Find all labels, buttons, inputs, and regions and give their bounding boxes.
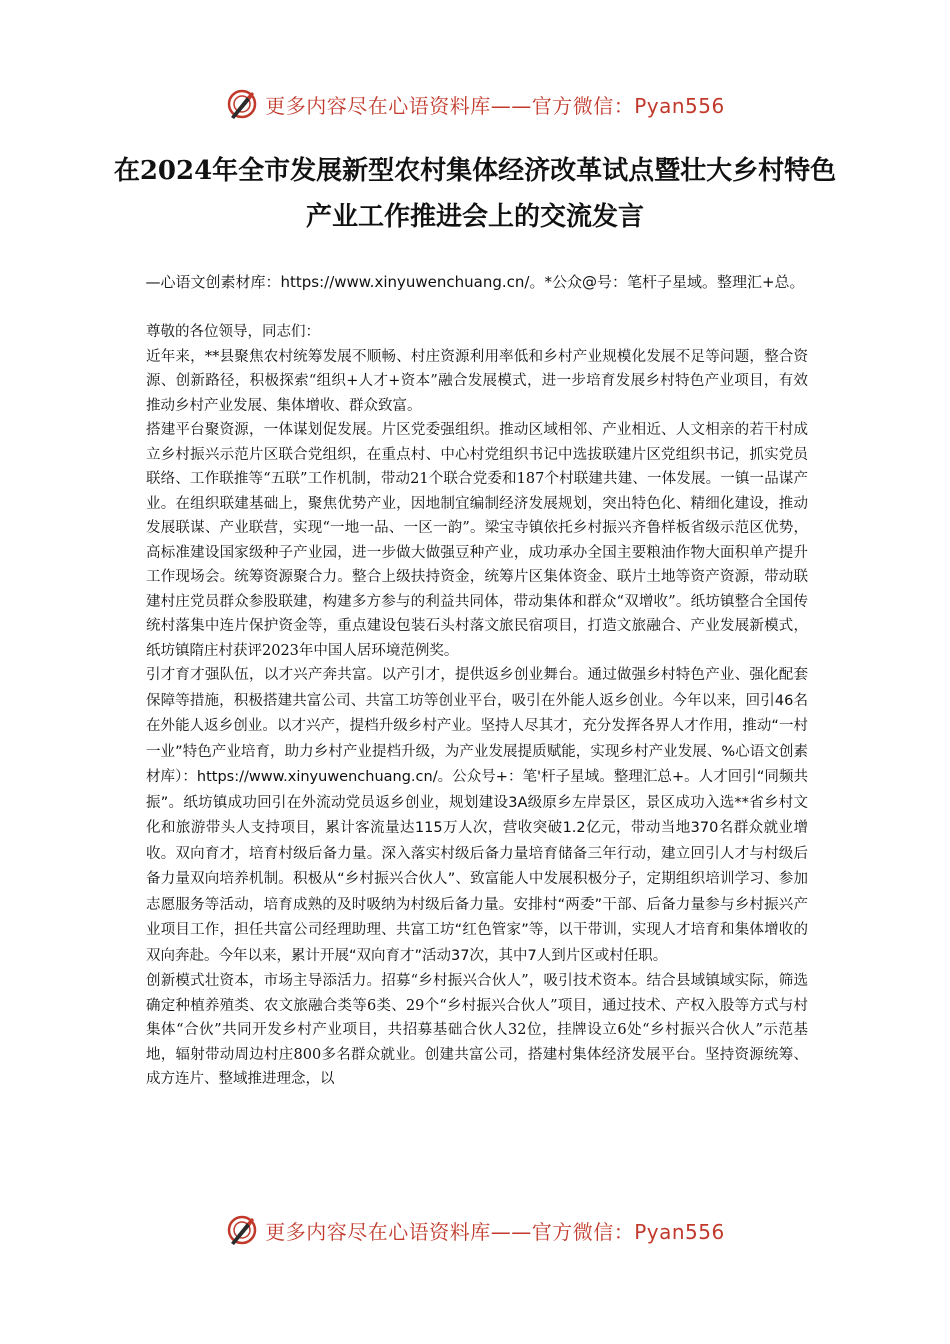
page-title: 在2024年全市发展新型农村集体经济改革试点暨壮大乡村特色产业工作推进会上的交流发言 — [113, 156, 837, 232]
source-line: —心语文创素材库：https://www.xinyuwenchuang.cn/。*公众@号：笔杆子星域。整理汇+总。 — [145, 273, 805, 291]
section-3-paragraph: 创新模式壮资本，市场主导添活力。招募“乡村振兴合伙人”，吸引技术资本。结合县域镇域实际，筛选确定种植养殖类、农文旅融合类等6类、29个“乡村振兴合伙人”项目，通过技术、产权入股等方式与村集体“合伙”共同开发乡村产业项目，共招募基础合伙人32位，挂牌设立6处“乡村振兴合伙人”示范基地，辐射带动周边村庄800多名群众就业。创建共富公司，搭建村集体经济发展平台。坚持资源统筹、成方连片、整域推进理念，以 — [146, 973, 808, 1087]
intro-paragraph: 近年来，**县聚焦农村统筹发展不顺畅、村庄资源利用率低和乡村产业规模化发展不足等问题，整合资源、创新路径，积极探索“组织+人才+资本”融合发展模式，进一步培育发展乡村特色产业项目，有效推动乡村产业发展、集体增收、群众致富。 — [146, 348, 808, 414]
banner-text: 更多内容尽在心语资料库——官方微信：Pyan556 — [265, 93, 725, 118]
banner-text: 更多内容尽在心语资料库——官方微信：Pyan556 — [265, 1219, 725, 1244]
section-2-paragraph: 引才育才强队伍，以才兴产奔共富。以产引才，提供返乡创业舞台。通过做强乡村特色产业、强化配套保障等措施，积极搭建共富公司、共富工坊等创业平台，吸引在外能人返乡创业。今年以来，回引46名在外能人返乡创业。以才兴产，提档升级乡村产业。坚持人尽其才，充分发挥各界人才作用，推动“一村一业”特色产业培育，助力乡村产业提档升级，为产业发展提质赋能，实现乡村产业发展、%心语文创素材库）：https://www.xinyuwenchuang.cn/。公众号+：笔'杆子星域。整理汇总+。人才回引“同频共振”。纸坊镇成功回引在外流动党员返乡创业，规划建设3A级原乡左岸景区，景区成功入选**省乡村文化和旅游带头人支持项目，累计客流量达115万人次，营收突破1.2亿元，带动当地370名群众就业增收。双向育才，培育村级后备力量。深入落实村级后备力量培育储备三年行动，建立回引人才与村级后备力量双向培养机制。积极从“乡村振兴合伙人”、致富能人中发展积极分子，定期组织培训学习、参加志愿服务等活动，培育成熟的及时吸纳为村级后备力量。安排村“两委”干部、后备力量参与乡村振兴产业项目工作，担任共富公司经理助理、共富工坊“红色管家”等，以干带训，实现人才培育和集体增收的双向奔赴。今年以来，累计开展“双向育才”活动37次，其中7人到片区或村任职。 — [146, 667, 808, 964]
footer-banner — [0, 1210, 950, 1250]
document-body — [146, 320, 808, 1092]
stamp-logo-icon — [225, 1213, 259, 1247]
greeting-paragraph: 尊敬的各位领导，同志们： — [146, 324, 320, 340]
header-banner — [0, 84, 950, 124]
section-1-paragraph: 搭建平台聚资源，一体谋划促发展。片区党委强组织。推动区域相邻、产业相近、人文相亲的若干村成立乡村振兴示范片区联合党组织，在重点村、中心村党组织书记中选拔联建片区党组织书记，抓实党员联络、工作联推等“五联”工作机制，带动21个联合党委和187个村联建共建、一体发展。一镇一品谋产业。在组织联建基础上，聚焦优势产业，因地制宜编制经济发展规划，突出特色化、精细化建设，推动发展联谋、产业联营，实现“一地一品、一区一韵”。梁宝寺镇依托乡村振兴齐鲁样板省级示范区优势，高标准建设国家级种子产业园，进一步做大做强豆种产业，成功承办全国主要粮油作物大面积单产提升工作现场会。统筹资源聚合力。整合上级扶持资金，统筹片区集体资金、联片土地等资产资源，带动联建村庄党员群众参股联建，构建多方参与的利益共同体，带动集体和群众“双增收”。纸坊镇整合全国传统村落集中连片保护资金等，重点建设包装石头村落文旅民宿项目，打造文旅融合、产业发展新模式，纸坊镇隋庄村获评2023年中国人居环境范例奖。 — [146, 422, 808, 659]
stamp-logo-icon — [225, 87, 259, 121]
